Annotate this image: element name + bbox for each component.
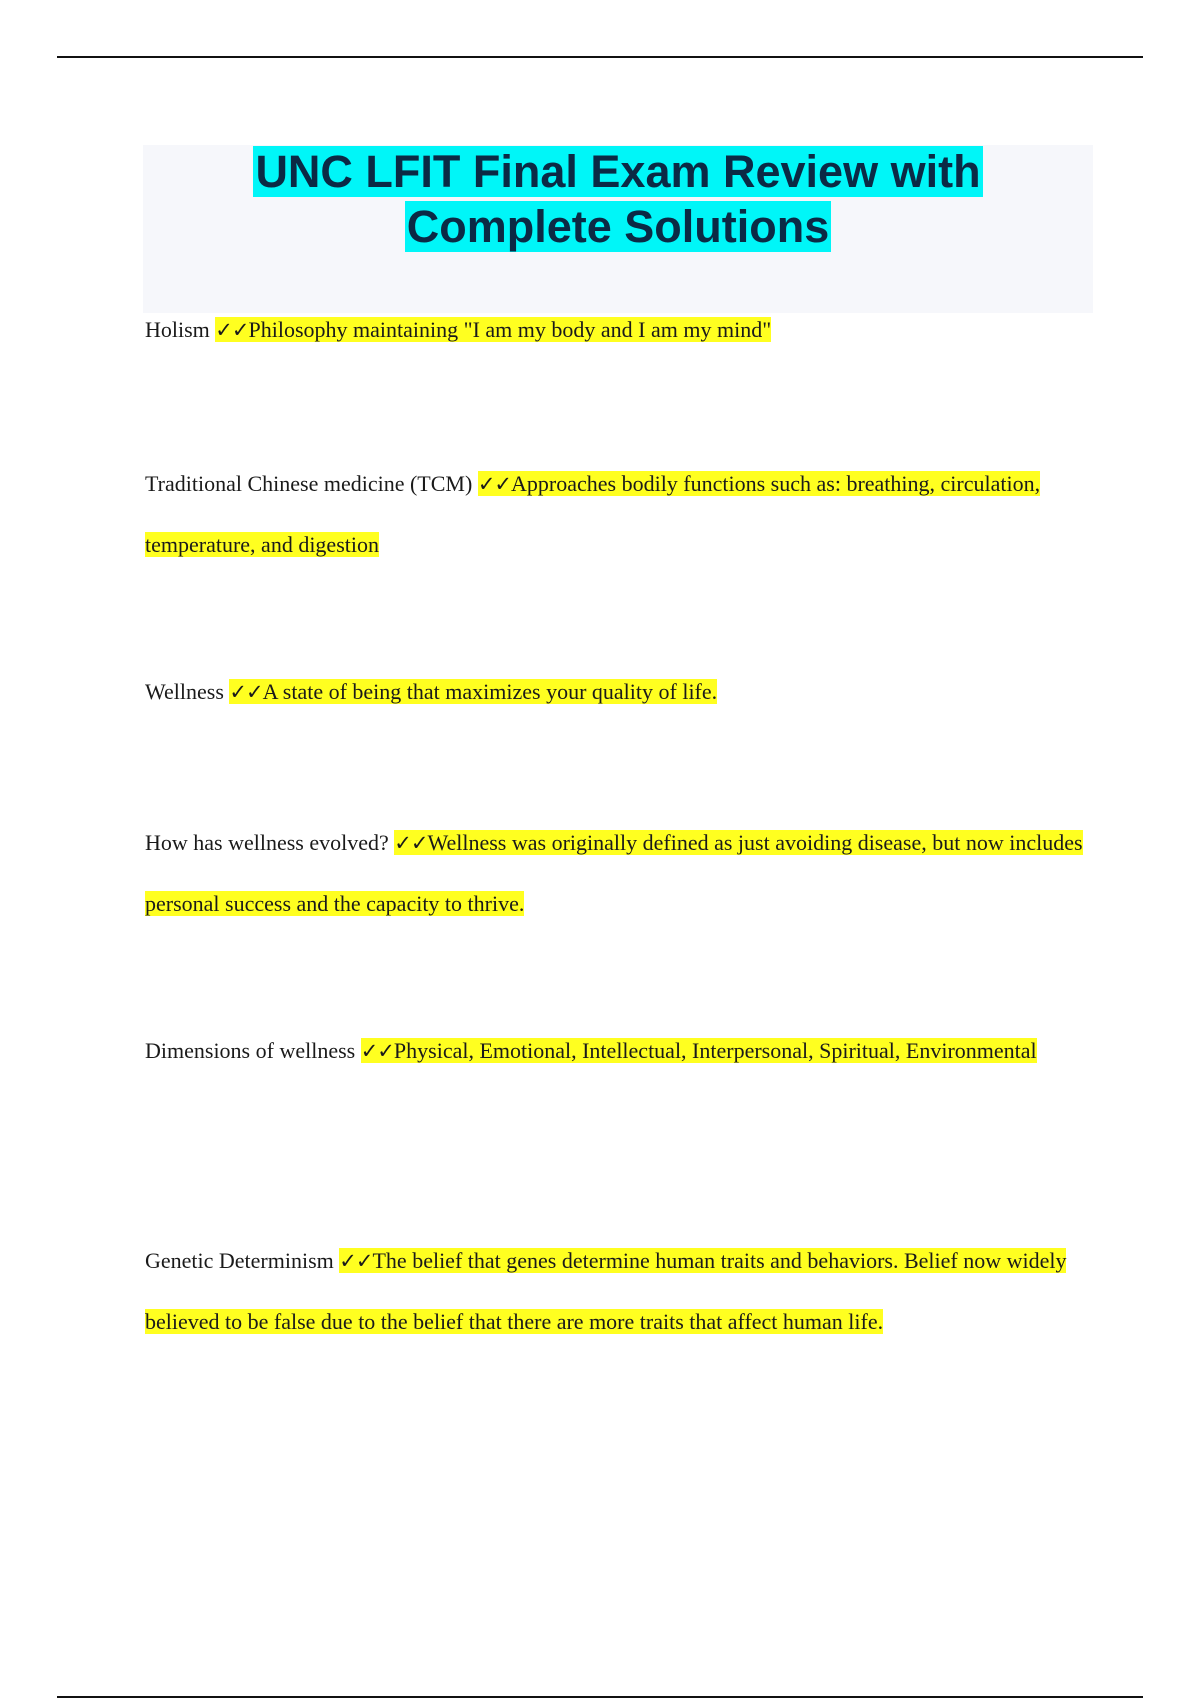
double-check-icon: ✓✓ xyxy=(477,472,512,496)
title-line-2: Complete Solutions xyxy=(406,201,830,252)
entry-definition: ✓✓Physical, Emotional, Intellectual, Interpersonal, Spiritual, Environmental xyxy=(360,1038,1037,1063)
bottom-rule xyxy=(57,1696,1143,1698)
double-check-icon: ✓✓ xyxy=(215,318,249,342)
entry-term: Traditional Chinese medicine (TCM) xyxy=(145,471,473,496)
entry-wellness-evolved xyxy=(145,813,1105,934)
top-rule xyxy=(57,56,1143,58)
entry-definition: ✓✓Approaches bodily functions such as: breathing, circulation, temperature, and digestion xyxy=(145,471,1041,557)
entry-tcm xyxy=(145,454,1105,575)
title-line-1: UNC LFIT Final Exam Review with xyxy=(255,146,981,197)
entry-definition: ✓✓The belief that genes determine human traits and behaviors. Belief now widely believed to be false due to the belief that there are more traits that affect human life. xyxy=(145,1248,1067,1334)
entry-term: Dimensions of wellness xyxy=(145,1038,356,1063)
entry-term: Wellness xyxy=(145,679,224,704)
entry-definition: ✓✓Philosophy maintaining "I am my body and I am my mind" xyxy=(215,317,772,342)
entry-term: How has wellness evolved? xyxy=(145,830,389,855)
entry-term: Holism xyxy=(145,317,210,342)
entry-wellness xyxy=(145,662,1105,723)
entry-holism xyxy=(145,300,1105,361)
double-check-icon: ✓✓ xyxy=(394,831,428,855)
double-check-icon: ✓✓ xyxy=(229,680,263,704)
double-check-icon: ✓✓ xyxy=(339,1249,373,1273)
entry-definition: ✓✓A state of being that maximizes your quality of life. xyxy=(229,679,718,704)
document-title xyxy=(143,144,1093,254)
entry-definition: ✓✓Wellness was originally defined as just avoiding disease, but now includes personal success and the capacity to thrive. xyxy=(145,830,1083,916)
entry-dimensions xyxy=(145,1021,1105,1082)
entry-term: Genetic Determinism xyxy=(145,1248,334,1273)
double-check-icon: ✓✓ xyxy=(360,1039,394,1063)
entry-genetic-determinism xyxy=(145,1231,1105,1352)
